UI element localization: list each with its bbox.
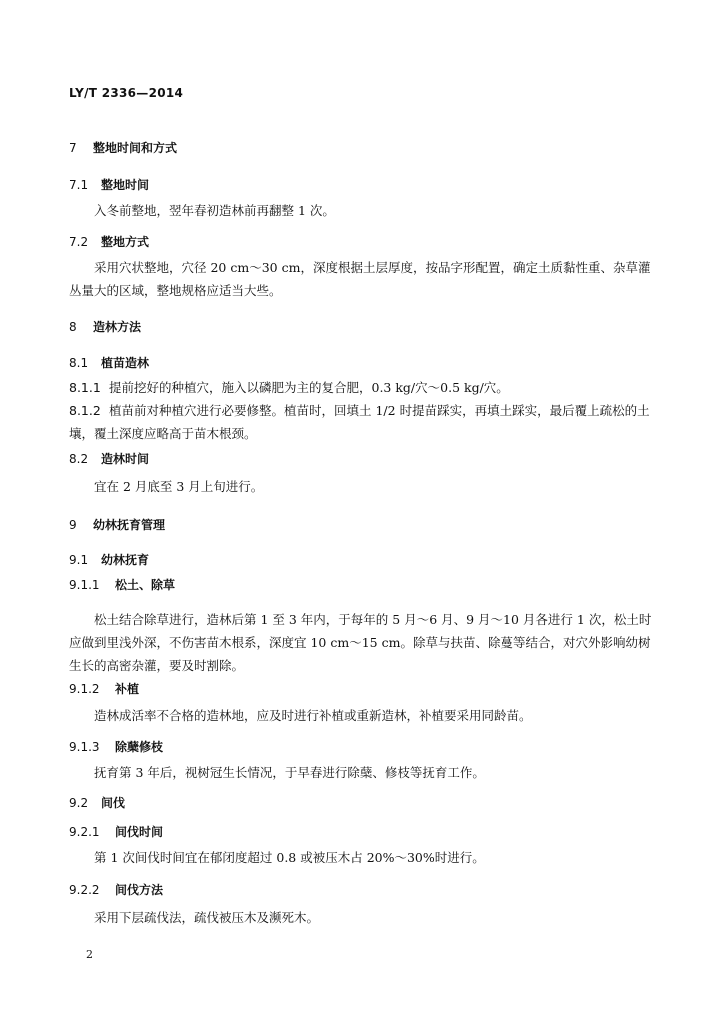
section-number: 9.2 — [69, 796, 89, 810]
section-number: 9.1.1 — [69, 578, 100, 592]
section-7-2-heading — [69, 233, 149, 250]
section-8-1-heading — [69, 354, 149, 371]
section-number: 9.1.3 — [69, 740, 100, 754]
standard-code-header: LY/T 2336—2014 — [69, 86, 184, 100]
section-number: 8.2 — [69, 452, 89, 466]
section-number: 8.1 — [69, 356, 89, 370]
section-number: 9.2.2 — [69, 883, 100, 897]
section-9-2-2-text: 采用下层疏伐法，疏伐被压木及濒死木。 — [94, 910, 320, 925]
section-8-2-text: 宜在 2 月底至 3 月上旬进行。 — [94, 479, 264, 494]
section-9-1-2-text: 造林成活率不合格的造林地，应及时进行补植或重新造林，补植要采用同龄苗。 — [94, 708, 532, 723]
section-9-1-1-heading — [69, 576, 175, 593]
clause-8-1-2 — [69, 399, 659, 445]
section-title: 间伐 — [101, 796, 126, 810]
section-9-1-3-heading — [69, 738, 163, 755]
section-title: 除蘖修枝 — [115, 740, 164, 754]
section-9-1-3-text: 抚育第 3 年后，视树冠生长情况，于早春进行除蘖、修枝等抚育工作。 — [94, 765, 485, 780]
section-9-1-1-text: 松土结合除草进行，造林后第 1 至 3 年内，于每年的 5 月～6 月、9 月～10 月各进行 1 次，松土时应做到里浅外深，不伤害苗木根系，深度宜 10 cm～15 cm。除草与扶苗、除蔓等结合，对穴外影响幼树生长的高密杂灌，要及时割除。 — [69, 612, 652, 673]
clause-number: 8.1.1 — [69, 380, 101, 395]
section-title: 补植 — [115, 682, 140, 696]
section-title: 整地方式 — [101, 235, 150, 249]
section-number: 7.2 — [69, 235, 89, 249]
section-9-1-2-heading — [69, 680, 139, 697]
section-title: 间伐方法 — [115, 883, 164, 897]
section-number: 8 — [69, 320, 77, 334]
section-7-heading — [69, 139, 177, 156]
section-9-2-heading — [69, 794, 125, 811]
section-title: 植苗造林 — [101, 356, 150, 370]
section-number: 9.2.1 — [69, 825, 100, 839]
section-number: 7.1 — [69, 178, 89, 192]
section-title: 整地时间 — [101, 178, 150, 192]
section-9-2-1-text: 第 1 次间伐时间宜在郁闭度超过 0.8 或被压木占 20%～30%时进行。 — [94, 850, 485, 865]
section-9-1-heading — [69, 551, 149, 568]
section-7-2-text: 采用穴状整地，穴径 20 cm～30 cm，深度根据土层厚度，按品字形配置，确定土质黏性重、杂草灌丛量大的区域，整地规格应适当大些。 — [69, 260, 651, 298]
section-title: 整地时间和方式 — [93, 141, 178, 155]
section-title: 间伐时间 — [115, 825, 164, 839]
section-9-2-1-heading — [69, 823, 163, 840]
section-9-2-2-heading — [69, 881, 163, 898]
section-title: 造林时间 — [101, 452, 150, 466]
section-number: 7 — [69, 141, 77, 155]
clause-number: 8.1.2 — [69, 403, 101, 418]
section-number: 9.1.2 — [69, 682, 100, 696]
section-title: 幼林抚育管理 — [93, 518, 166, 532]
section-7-1-text: 入冬前整地，翌年春初造林前再翻整 1 次。 — [94, 203, 335, 218]
clause-text: 植苗前对种植穴进行必要修整。植苗时，回填土 1/2 时提苗踩实，再填土踩实，最后覆上疏松的土壤，覆土深度应略高于苗木根颈。 — [69, 403, 650, 441]
section-number: 9.1 — [69, 553, 89, 567]
section-title: 幼林抚育 — [101, 553, 150, 567]
section-title: 造林方法 — [93, 320, 142, 334]
clause-text: 提前挖好的种植穴，施入以磷肥为主的复合肥，0.3 kg/穴～0.5 kg/穴。 — [109, 380, 509, 395]
section-7-1-heading — [69, 176, 149, 193]
page-number: 2 — [86, 948, 93, 961]
clause-8-1-1 — [69, 376, 659, 399]
section-8-heading — [69, 318, 141, 335]
section-8-2-heading — [69, 450, 149, 467]
section-9-heading — [69, 516, 165, 533]
section-title: 松土、除草 — [115, 578, 176, 592]
section-number: 9 — [69, 518, 77, 532]
